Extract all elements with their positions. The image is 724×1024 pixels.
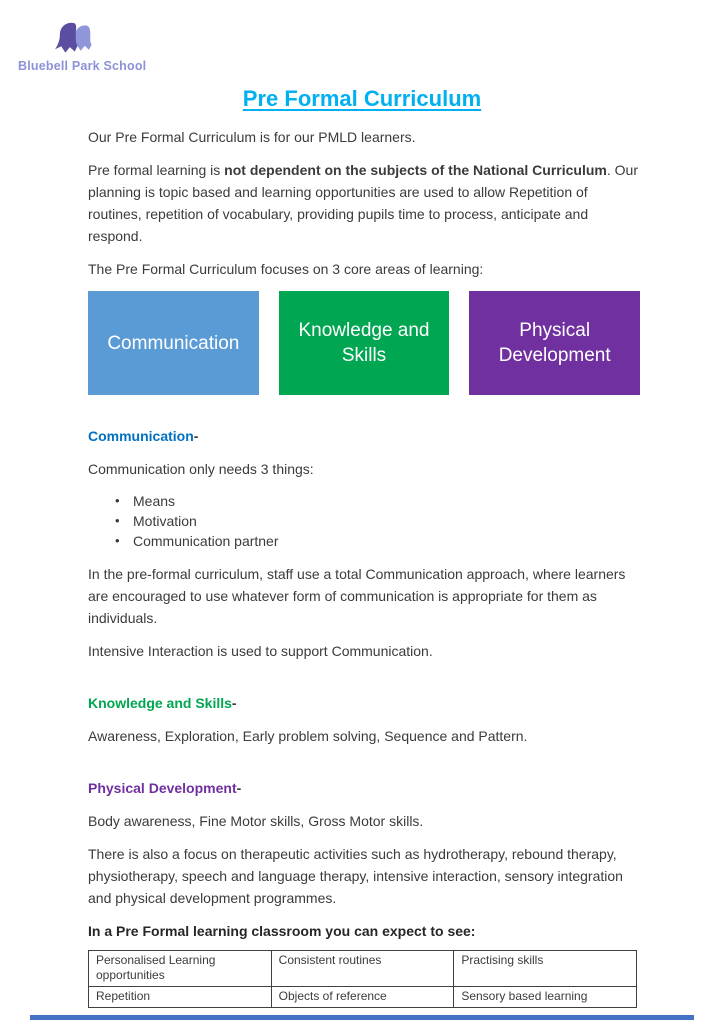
table-row — [89, 987, 637, 1008]
intro-paragraph-2-bold: not dependent on the subjects of the National Curriculum — [224, 162, 607, 178]
classroom-heading: In a Pre Formal learning classroom you can expect to see: — [88, 923, 476, 939]
table-cell: Repetition — [89, 987, 272, 1008]
table-cell: Objects of reference — [271, 987, 454, 1008]
communication-intro: Communication only needs 3 things: — [88, 461, 314, 477]
school-logo — [18, 20, 147, 73]
core-area-physical-development-box: Physical Development — [469, 291, 640, 395]
communication-heading — [88, 425, 640, 447]
core-area-knowledge-skills-box: Knowledge and Skills — [279, 291, 450, 395]
intro-paragraph-1: Our Pre Formal Curriculum is for our PMLD learners. — [88, 129, 416, 145]
bullet-icon: • — [115, 533, 120, 548]
bullet-icon: • — [115, 493, 120, 508]
communication-paragraph-2: Intensive Interaction is used to support Communication. — [88, 643, 433, 659]
table-cell: Practising skills — [454, 951, 637, 987]
physical-development-paragraph-1: Body awareness, Fine Motor skills, Gross Motor skills. — [88, 813, 424, 829]
intro-paragraph-3: The Pre Formal Curriculum focuses on 3 core areas of learning: — [88, 261, 484, 277]
communication-bullet-list — [88, 491, 640, 551]
knowledge-skills-heading-dash: - — [231, 695, 237, 711]
knowledge-skills-section — [88, 692, 640, 747]
list-item — [88, 531, 640, 551]
intro-paragraph-2-start: Pre formal learning is — [88, 162, 225, 178]
school-name: Bluebell Park School — [18, 59, 147, 73]
document-body — [88, 126, 640, 1008]
list-item — [88, 511, 640, 531]
list-item — [88, 491, 640, 511]
knowledge-skills-heading — [88, 692, 640, 714]
physical-development-heading-text: Physical Development — [88, 780, 237, 796]
footer-divider-bar — [30, 1015, 694, 1020]
physical-development-section — [88, 777, 640, 909]
bluebell-flower-icon — [49, 20, 107, 58]
core-areas-row — [88, 291, 640, 395]
table-cell: Consistent routines — [271, 951, 454, 987]
knowledge-skills-paragraph: Awareness, Exploration, Early problem solving, Sequence and Pattern. — [88, 728, 528, 744]
core-area-communication-box: Communication — [88, 291, 259, 395]
classroom-table — [88, 950, 637, 1008]
physical-development-heading-dash: - — [236, 780, 242, 796]
bullet-text: Communication partner — [133, 533, 279, 549]
page-title: Pre Formal Curriculum — [242, 86, 482, 111]
bullet-text: Motivation — [133, 513, 197, 529]
intro-paragraph-2-end: . Our planning is topic based and learning opportunities are used to allow Repetition of routines, repetition of vocabulary, providing pupils time to process, anticipate and respond. — [88, 162, 638, 244]
bluebell-petal-dark — [55, 23, 78, 53]
communication-heading-text: Communication — [88, 428, 194, 444]
physical-development-paragraph-2: There is also a focus on therapeutic activities such as hydrotherapy, rebound therapy, physiotherapy, speech and language therapy, intensive interaction, sensory integration and physical development programmes. — [88, 846, 623, 906]
table-cell: Sensory based learning — [454, 987, 637, 1008]
bullet-icon: • — [115, 513, 120, 528]
communication-paragraph-1: In the pre-formal curriculum, staff use a total Communication approach, where learners are encouraged to use whatever form of communication is appropriate for them as individuals. — [88, 566, 626, 626]
communication-heading-dash: - — [193, 428, 199, 444]
bullet-text: Means — [133, 493, 176, 509]
intro-paragraph-2 — [88, 159, 640, 247]
table-row — [89, 951, 637, 987]
physical-development-heading — [88, 777, 640, 799]
communication-section — [88, 425, 640, 662]
table-cell: Personalised Learning opportunities — [89, 951, 272, 987]
knowledge-skills-heading-text: Knowledge and Skills — [88, 695, 232, 711]
